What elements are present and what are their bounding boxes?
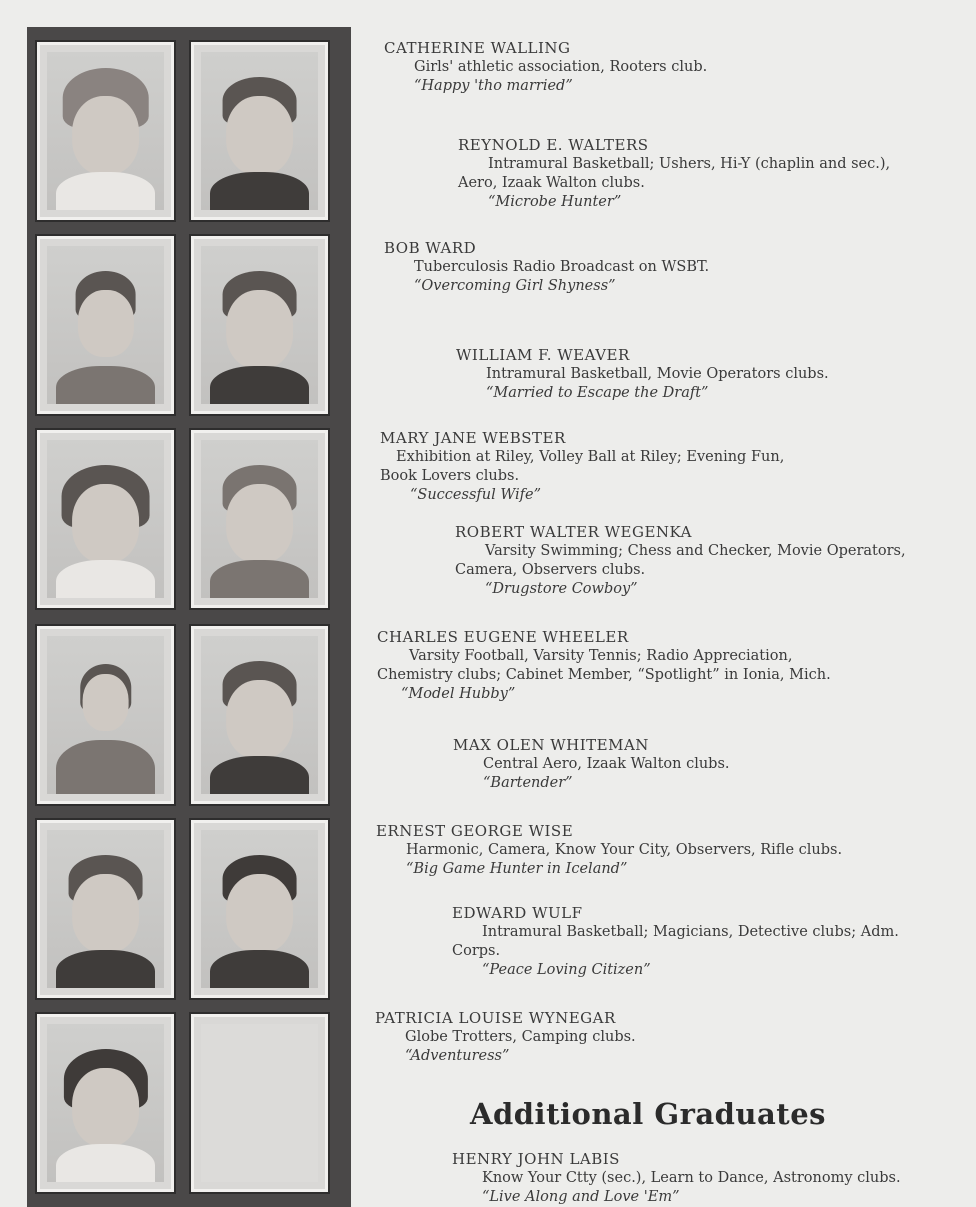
entry-activities: Know Your Ctty (sec.), Learn to Dance, Astronomy clubs. — [482, 1170, 901, 1186]
entry-name: MARY JANE WEBSTER — [380, 429, 566, 447]
entry-activities: Intramural Basketball, Movie Operators clubs. — [486, 366, 829, 382]
entry-max-whiteman — [453, 736, 730, 793]
entry-quote: “Peace Loving Citizen” — [482, 962, 651, 978]
entry-charles-wheeler — [377, 628, 831, 704]
entry-activities-cont: Camera, Observers clubs. — [455, 562, 646, 578]
photo-patricia-wynegar — [35, 1012, 176, 1194]
entry-activities: Tuberculosis Radio Broadcast on WSBT. — [414, 259, 710, 275]
entry-name: CHARLES EUGENE WHEELER — [377, 628, 629, 646]
entry-quote: “Drugstore Cowboy” — [485, 581, 638, 597]
entry-activities: Harmonic, Camera, Know Your City, Observers, Rifle clubs. — [406, 842, 843, 858]
entry-activities: Central Aero, Izaak Walton clubs. — [483, 756, 730, 772]
entry-quote: “Big Game Hunter in Iceland” — [406, 861, 628, 877]
photo-charles-wheeler — [35, 624, 176, 806]
entry-mary-jane-webster — [380, 429, 784, 505]
entry-activities-cont: Corps. — [452, 943, 501, 959]
entry-ernest-wise — [376, 822, 842, 879]
entry-activities-cont: Chemistry clubs; Cabinet Member, “Spotlight” in Ionia, Mich. — [377, 667, 831, 683]
entry-quote: “Bartender” — [483, 775, 573, 791]
photo-blank — [189, 1012, 330, 1194]
entry-quote: “Microbe Hunter” — [488, 194, 622, 210]
entry-activities-cont: Aero, Izaak Walton clubs. — [458, 175, 645, 191]
photo-ernest-wise — [35, 818, 176, 1000]
photo-mary-jane-webster — [35, 428, 176, 610]
entry-quote: “Overcoming Girl Shyness” — [414, 278, 616, 294]
entry-quote: “Adventuress” — [405, 1048, 510, 1064]
entry-activities: Intramural Basketball; Ushers, Hi-Y (chaplin and sec.), — [488, 156, 891, 172]
entry-name: ROBERT WALTER WEGENKA — [455, 523, 692, 541]
entry-name: PATRICIA LOUISE WYNEGAR — [375, 1009, 616, 1027]
entry-name: HENRY JOHN LABIS — [452, 1150, 620, 1168]
entry-name: REYNOLD E. WALTERS — [458, 136, 649, 154]
entry-edward-wulf — [452, 904, 899, 980]
photo-bob-ward — [35, 234, 176, 416]
entry-henry-labis — [452, 1150, 901, 1207]
entry-activities: Exhibition at Riley, Volley Ball at Riley; Evening Fun, — [396, 449, 785, 465]
photo-william-weaver — [189, 234, 330, 416]
entry-quote: “Successful Wife” — [410, 487, 541, 503]
section-heading: Additional Graduates — [470, 1097, 826, 1131]
entry-bob-ward — [384, 239, 709, 296]
photo-edward-wulf — [189, 818, 330, 1000]
photo-robert-wegenka — [189, 428, 330, 610]
entry-william-weaver — [456, 346, 829, 403]
photo-catherine-walling — [35, 40, 176, 222]
entry-name: CATHERINE WALLING — [384, 39, 571, 57]
entry-activities: Varsity Swimming; Chess and Checker, Movie Operators, — [485, 543, 906, 559]
photo-strip — [27, 27, 351, 1207]
entry-quote: “Married to Escape the Draft” — [486, 385, 709, 401]
photo-max-whiteman — [189, 624, 330, 806]
entry-activities-cont: Book Lovers clubs. — [380, 468, 520, 484]
entry-quote: “Live Along and Love 'Em” — [482, 1189, 680, 1205]
entry-name: EDWARD WULF — [452, 904, 583, 922]
entry-activities: Intramural Basketball; Magicians, Detective clubs; Adm. — [482, 924, 899, 940]
photo-reynold-walters — [189, 40, 330, 222]
entry-name: ERNEST GEORGE WISE — [376, 822, 574, 840]
entry-name: MAX OLEN WHITEMAN — [453, 736, 649, 754]
entry-patricia-wynegar — [375, 1009, 636, 1066]
entry-name: BOB WARD — [384, 239, 477, 257]
entry-quote: “Happy 'tho married” — [414, 78, 573, 94]
entry-catherine-walling — [384, 39, 707, 96]
entry-name: WILLIAM F. WEAVER — [456, 346, 630, 364]
entry-robert-wegenka — [455, 523, 906, 599]
entry-activities: Girls' athletic association, Rooters club. — [414, 59, 708, 75]
entry-reynold-walters — [458, 136, 890, 212]
entry-activities: Varsity Football, Varsity Tennis; Radio Appreciation, — [409, 648, 793, 664]
entry-activities: Globe Trotters, Camping clubs. — [405, 1029, 636, 1045]
entry-quote: “Model Hubby” — [401, 686, 516, 702]
